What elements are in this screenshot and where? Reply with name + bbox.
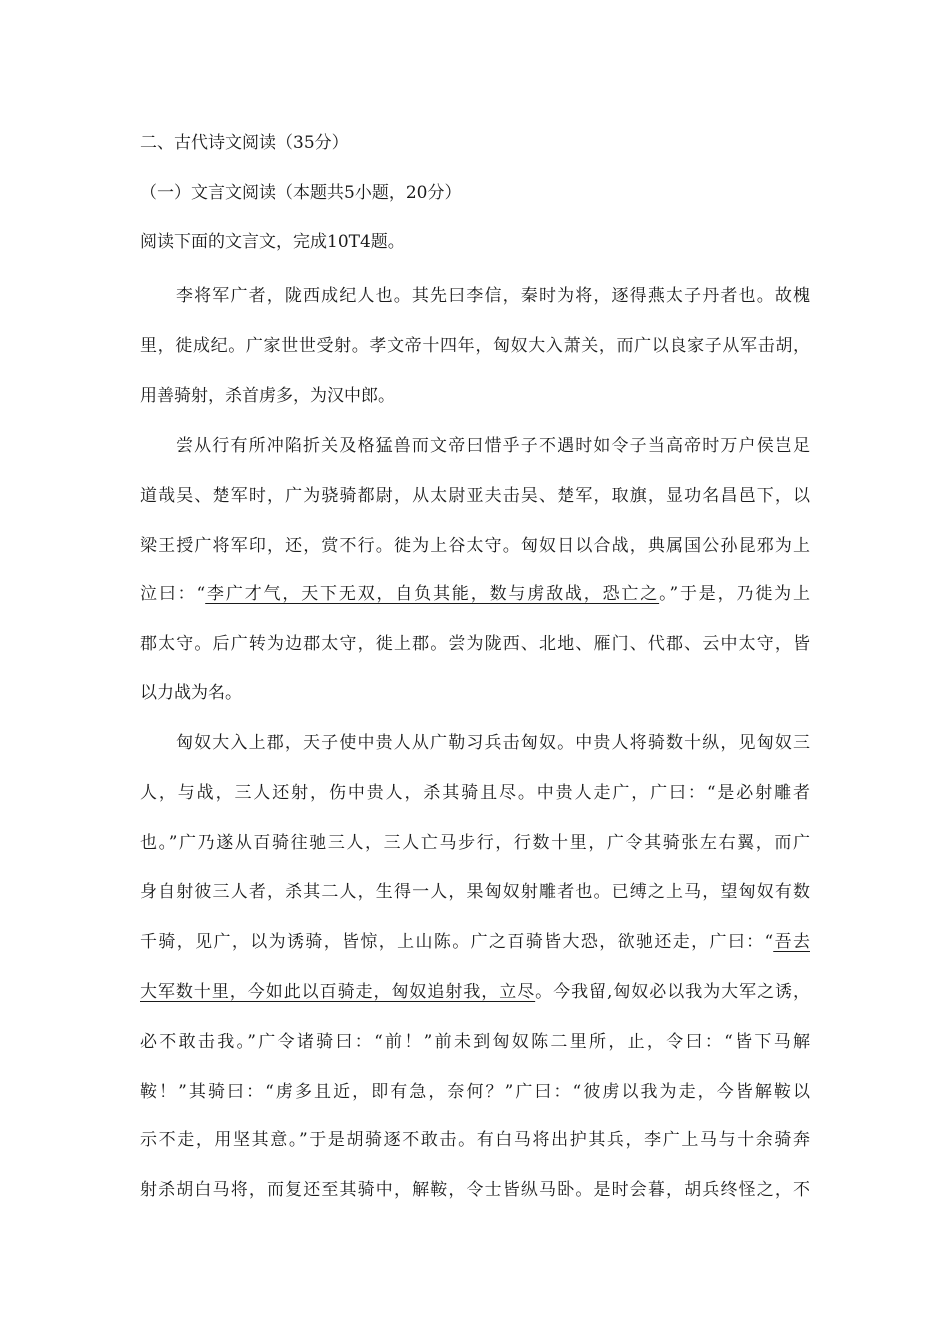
- subsection-title: （一）文言文阅读（本题共5小题，20分）: [140, 183, 462, 203]
- passage-line: 李将军广者，陇西成纪人也。其先曰李信，秦时为将，逐得燕太子丹者也。故槐: [176, 286, 810, 306]
- passage-line: 以力战为名。: [140, 683, 242, 703]
- passage-line: 身自射彼三人者，杀其二人，生得一人，果匈奴射雕者也。已缚之上马，望匈奴有数: [140, 882, 810, 902]
- passage-line: 里，徙成纪。广家世世受射。孝文帝十四年，匈奴大入萧关，而广以良家子从军击胡，: [140, 336, 810, 356]
- passage-line: 必不敢击我。”广令诸骑曰：“前！”前未到匈奴陈二里所，止，令曰：“皆下马解: [140, 1032, 810, 1052]
- passage-line: 示不走，用坚其意。”于是胡骑逐不敢击。有白马将出护其兵，李广上马与十余骑奔: [140, 1130, 810, 1150]
- underlined-sentence: 大军数十里，今如此以百骑走，匈奴追射我，立尽: [140, 982, 536, 1002]
- passage-line: 匈奴大入上郡，天子使中贵人从广勒习兵击匈奴。中贵人将骑数十纵，见匈奴三: [176, 733, 810, 753]
- passage-line: 千骑，见广，以为诱骑，皆惊，上山陈。广之百骑皆大恐，欲驰还走，广曰：“吾去: [140, 932, 810, 952]
- passage-line: 射杀胡白马将，而复还至其骑中，解鞍，令士皆纵马卧。是时会暮，胡兵终怪之，不: [140, 1180, 810, 1200]
- underlined-sentence: 吾去: [773, 932, 810, 952]
- reading-instruction: 阅读下面的文言文，完成10T4题。: [140, 232, 405, 252]
- passage-line: 人，与战，三人还射，伤中贵人，杀其骑且尽。中贵人走广，广曰：“是必射雕者: [140, 783, 810, 803]
- passage-line: 尝从行有所冲陷折关及格猛兽而文帝曰惜乎子不遇时如令子当高帝时万户侯岂足: [176, 436, 810, 456]
- passage-line: 郡太守。后广转为边郡太守，徙上郡。尝为陇西、北地、雁门、代郡、云中太守，皆: [140, 634, 810, 654]
- underlined-sentence: 李广才气，天下无双，自负其能，数与虏敌战，恐亡之: [205, 584, 660, 604]
- passage-line: 梁王授广将军印，还，赏不行。徙为上谷太守。匈奴日以合战，典属国公孙昆邪为上: [140, 536, 810, 556]
- passage-line: 大军数十里，今如此以百骑走，匈奴追射我，立尽。今我留,匈奴必以我为大军之诱，: [140, 982, 810, 1002]
- passage-line: 泣曰：“李广才气，天下无双，自负其能，数与虏敌战，恐亡之。”于是，乃徙为上: [140, 584, 810, 604]
- passage-line: 用善骑射，杀首虏多，为汉中郎。: [140, 386, 395, 406]
- passage-line: 也。”广乃遂从百骑往驰三人，三人亡马步行，行数十里，广令其骑张左右翼，而广: [140, 833, 810, 853]
- section-title: 二、古代诗文阅读（35分）: [140, 133, 349, 153]
- passage-line: 鞍！”其骑曰：“虏多且近，即有急，奈何？”广曰：“彼虏以我为走，今皆解鞍以: [140, 1082, 810, 1102]
- passage-line: 道哉吴、楚军时，广为骁骑都尉，从太尉亚夫击吴、楚军，取旗，显功名昌邑下，以: [140, 486, 810, 506]
